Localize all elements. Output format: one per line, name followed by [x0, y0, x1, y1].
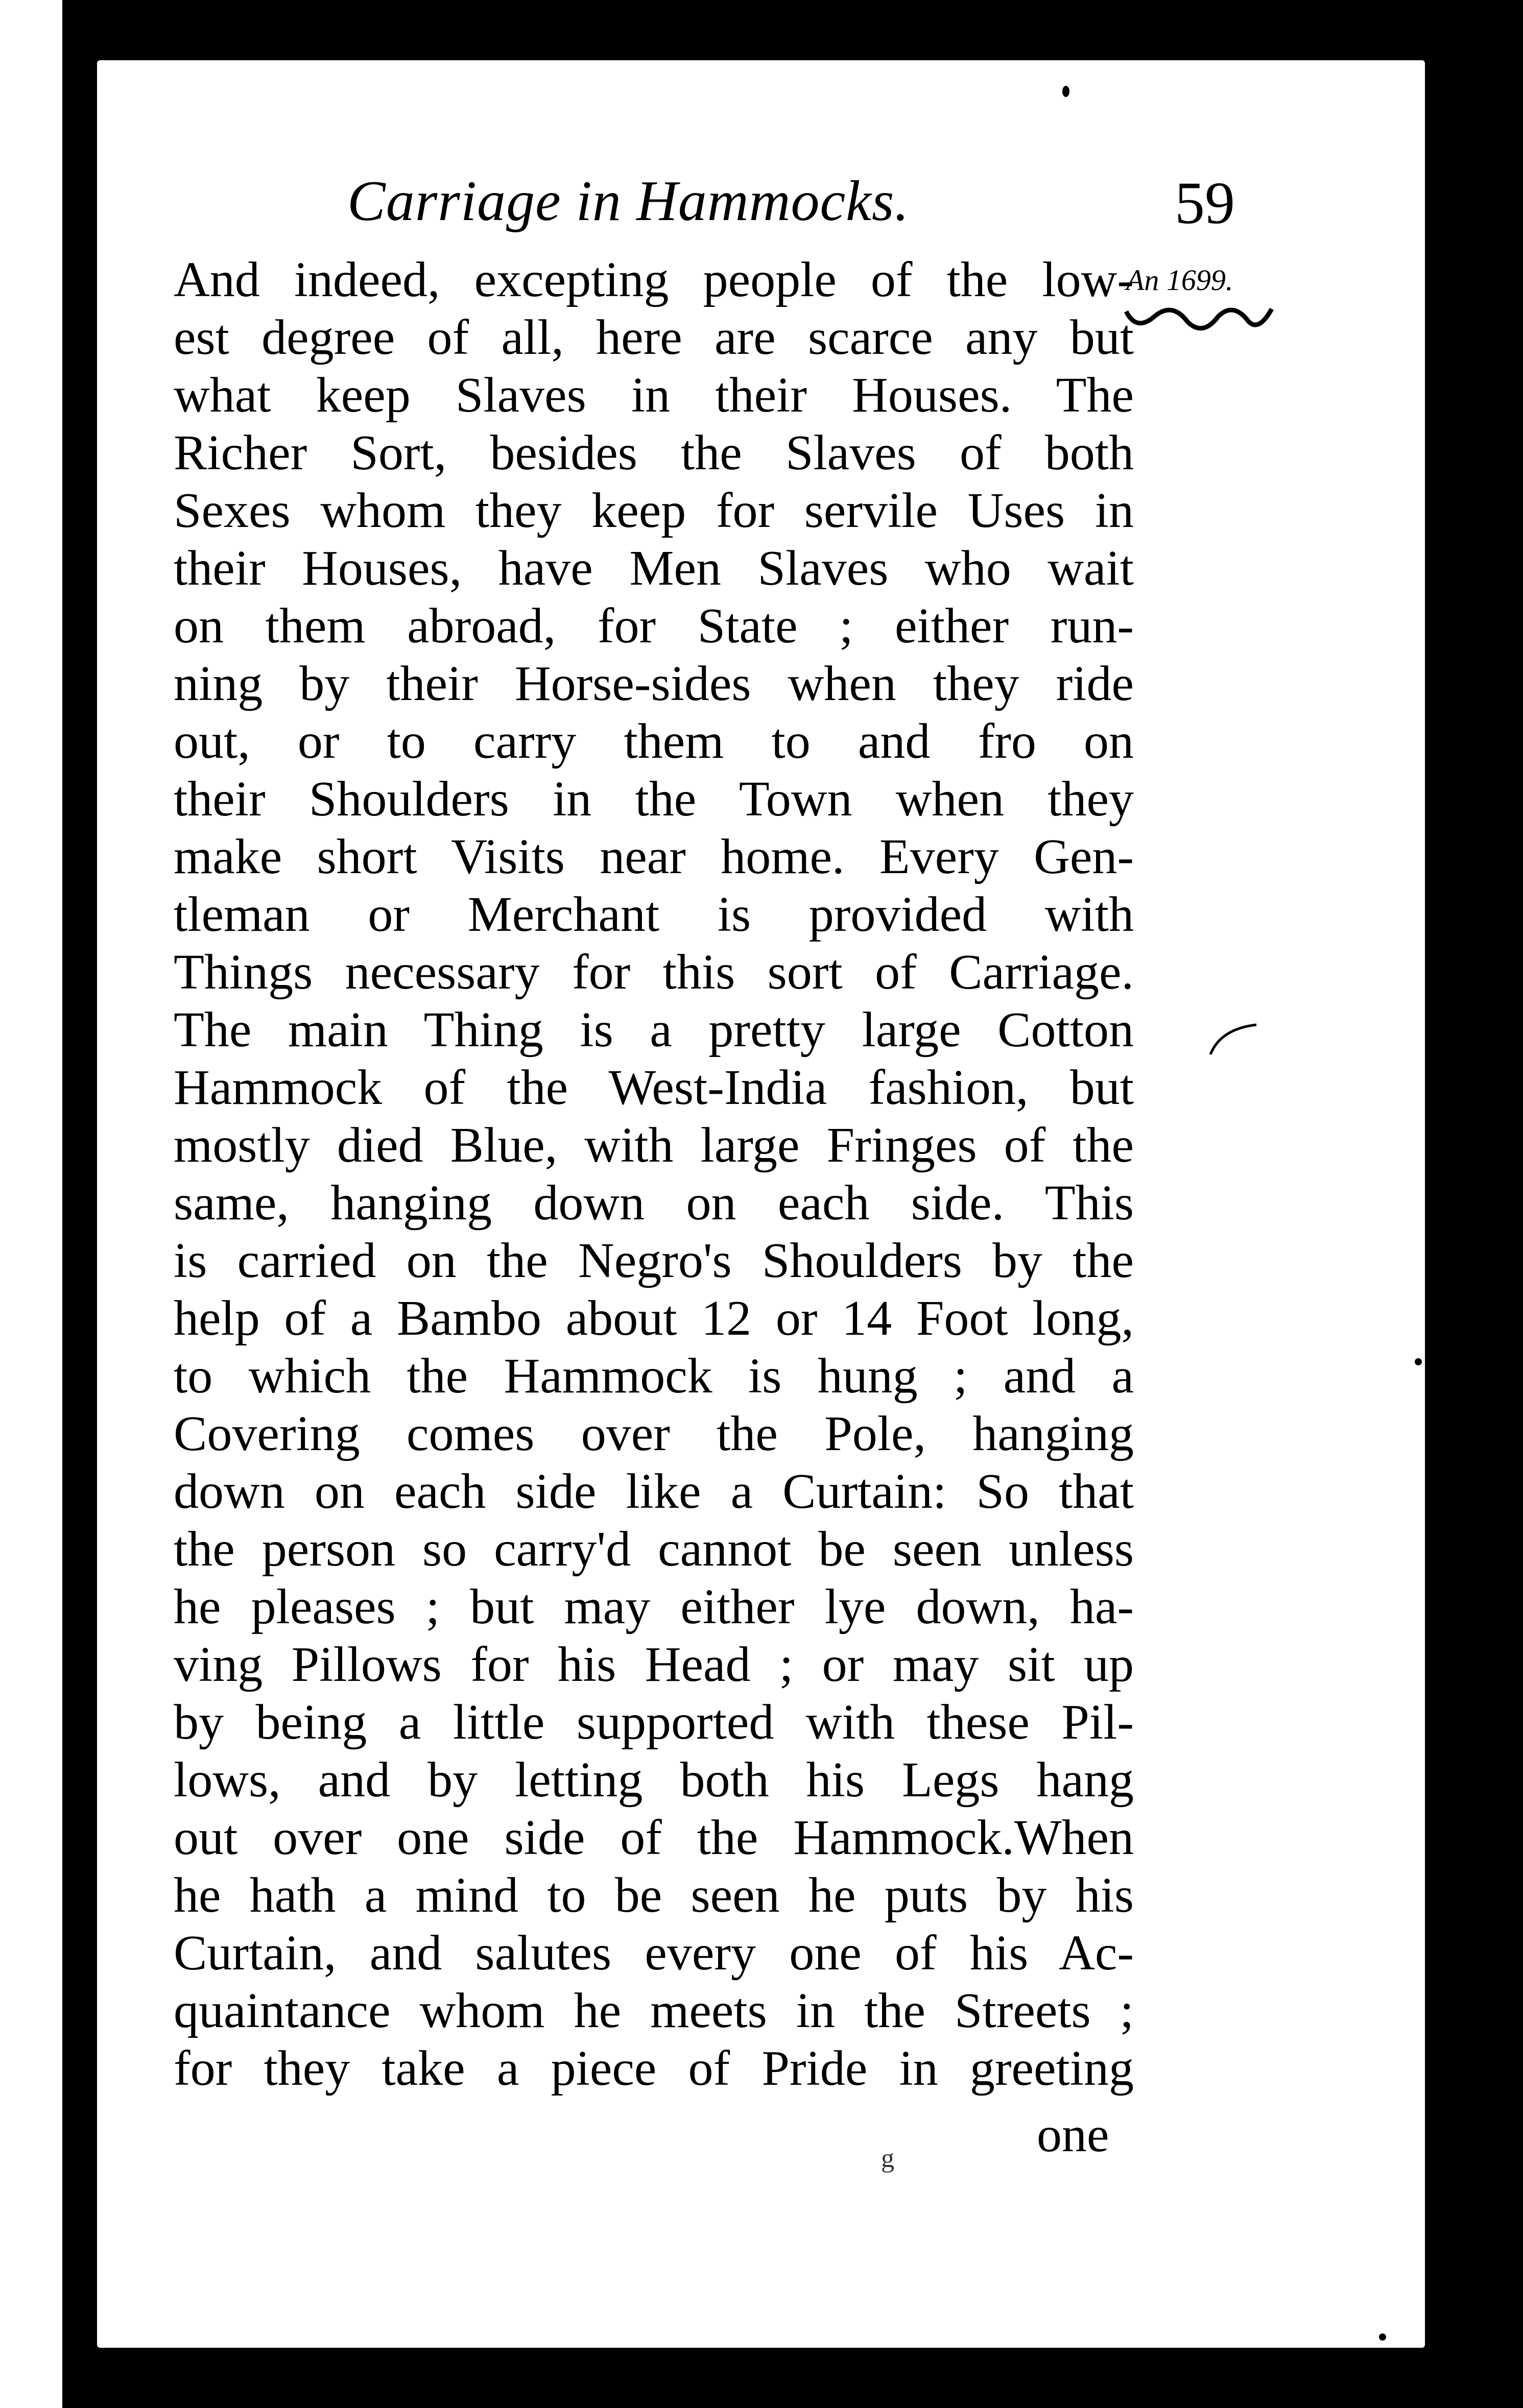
text-line: the person so carry'd cannot be seen unless — [174, 1522, 1134, 1577]
ink-speck — [1415, 1358, 1422, 1365]
text-line: mostly died Blue, with large Fringes of the — [174, 1118, 1134, 1173]
text-line: down on each side like a Curtain: So that — [174, 1464, 1134, 1519]
text-line: by being a little supported with these Pil- — [174, 1695, 1134, 1750]
text-line: is carried on the Negro's Shoulders by the — [174, 1233, 1134, 1288]
text-line: their Shoulders in the Town when they — [174, 772, 1134, 827]
text-line: on them abroad, for State ; either run- — [174, 598, 1134, 654]
margin-brace-ornament — [1124, 301, 1277, 337]
text-line: tleman or Merchant is provided with — [174, 887, 1134, 942]
text-line: same, hanging down on each side. This — [174, 1175, 1134, 1231]
ink-speck — [1379, 2333, 1386, 2341]
text-line: ving Pillows for his Head ; or may sit up — [174, 1637, 1134, 1692]
text-line: And indeed, excepting people of the low- — [174, 252, 1134, 307]
catchword: one — [1037, 2107, 1109, 2162]
body-text — [174, 251, 1134, 2098]
text-line: ning by their Horse-sides when they ride — [174, 656, 1134, 711]
text-line: to which the Hammock is hung ; and a — [174, 1349, 1134, 1404]
text-line: he pleases ; but may either lye down, ha- — [174, 1579, 1134, 1634]
text-line: est degree of all, here are scarce any but — [174, 310, 1134, 365]
page-header — [347, 168, 1267, 245]
text-line: The main Thing is a pretty large Cotton — [174, 1002, 1134, 1057]
ink-speck — [1062, 86, 1069, 97]
text-line: out, or to carry them to and fro on — [174, 714, 1134, 769]
text-line: out over one side of the Hammock.When — [174, 1810, 1134, 1865]
text-line: he hath a mind to be seen he puts by his — [174, 1868, 1134, 1923]
pencil-mark — [1205, 1019, 1262, 1059]
text-line: for they take a piece of Pride in greeting — [174, 2041, 1134, 2096]
text-line: lows, and by letting both his Legs hang — [174, 1752, 1134, 1808]
text-line: Curtain, and salutes every one of his Ac- — [174, 1925, 1134, 1981]
page-number: 59 — [1175, 170, 1235, 236]
text-line: Things necessary for this sort of Carriage. — [174, 945, 1134, 1000]
signature-mark: g — [881, 2144, 894, 2173]
running-head: Carriage in Hammocks. — [347, 170, 910, 233]
margin-year-note: An 1699. — [1126, 263, 1233, 297]
ink-speck — [1425, 628, 1434, 659]
text-line: Hammock of the West-India fashion, but — [174, 1060, 1134, 1115]
text-line: help of a Bambo about 12 or 14 Foot long, — [174, 1291, 1134, 1346]
text-line: what keep Slaves in their Houses. The — [174, 368, 1134, 423]
scan-gutter — [62, 0, 97, 2408]
text-line: make short Visits near home. Every Gen- — [174, 829, 1134, 884]
text-line: their Houses, have Men Slaves who wait — [174, 541, 1134, 596]
text-line: Sexes whom they keep for servile Uses in — [174, 483, 1134, 538]
text-line: Richer Sort, besides the Slaves of both — [174, 425, 1134, 480]
left-page-edge — [0, 0, 62, 2408]
text-line: quaintance whom he meets in the Streets ; — [174, 1983, 1134, 2038]
text-line: Covering comes over the Pole, hanging — [174, 1406, 1134, 1461]
